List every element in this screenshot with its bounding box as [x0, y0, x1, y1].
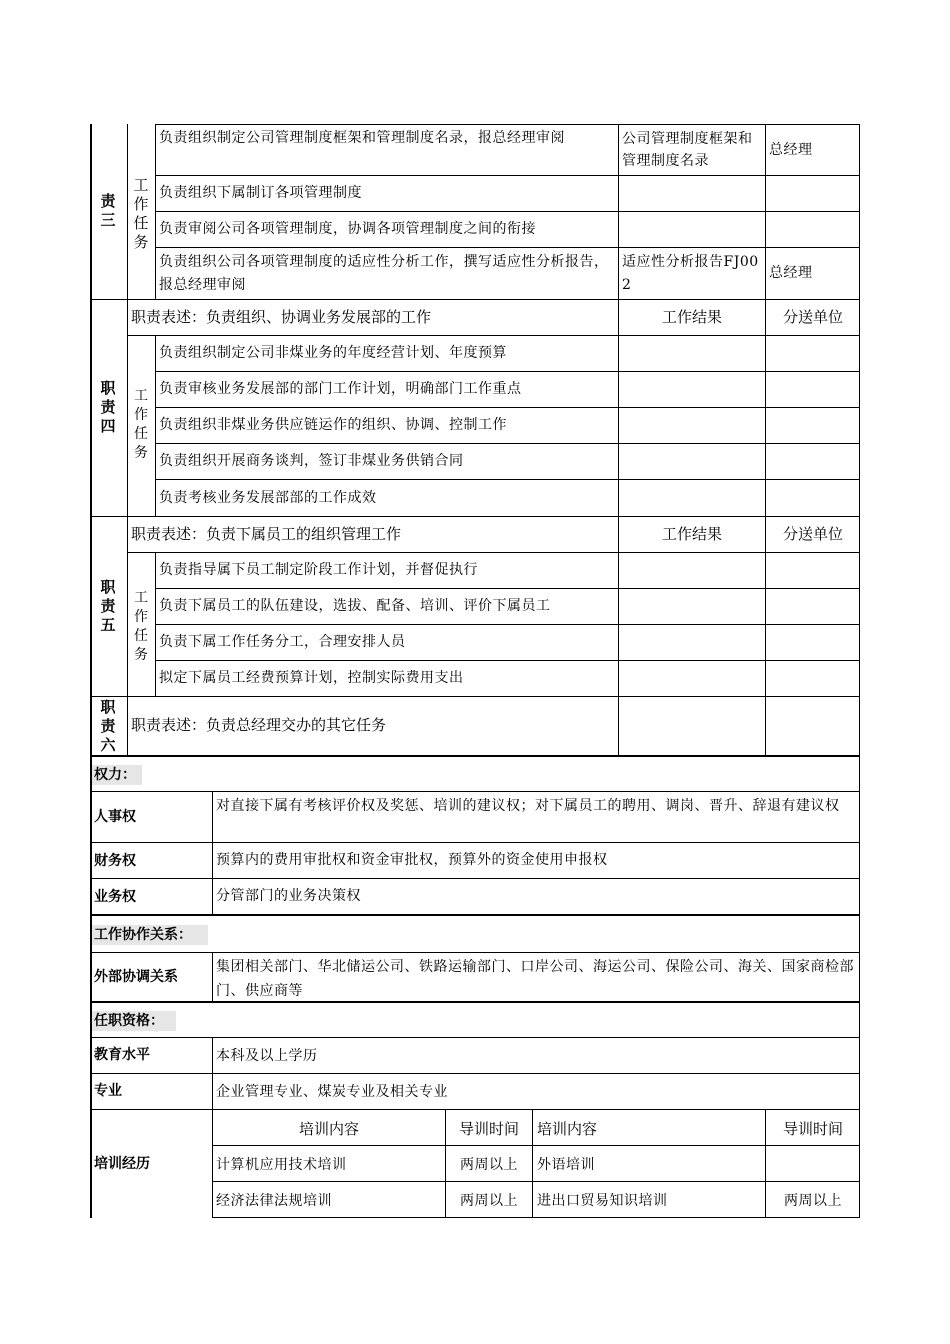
- cooperation-external-value: 集团相关部门、华北储运公司、铁路运输部门、口岸公司、海运公司、保险公司、海关、国家商检部门、供应商等: [216, 959, 854, 999]
- duty6-label: 职责六: [100, 698, 116, 754]
- education-value: 本科及以上学历: [216, 1048, 318, 1064]
- duty3-task-3: 负责审阅公司各项管理制度，协调各项管理制度之间的衔接: [159, 221, 536, 237]
- duty4-task-4: 负责组织开展商务谈判，签订非煤业务供销合同: [159, 453, 464, 469]
- duty5-task-3: 负责下属工作任务分工，合理安排人员: [159, 634, 406, 650]
- duty5-task-label: 工作任务: [134, 590, 148, 663]
- authority-personnel-label: 人事权: [94, 809, 136, 825]
- duty3-task-4: 负责组织公司各项管理制度的适应性分析工作，撰写适应性分析报告，报总经理审阅: [159, 254, 609, 293]
- duty4-recipient-header: 分送单位: [782, 308, 843, 326]
- training-row1-content-1: 计算机应用技术培训: [216, 1157, 347, 1173]
- training-row2-content-2: 进出口贸易知识培训: [537, 1193, 668, 1209]
- duty3-recipient-4: 总经理: [769, 265, 813, 281]
- duty5-recipient-header: 分送单位: [782, 525, 843, 543]
- duty5-task-1: 负责指导属下员工制定阶段工作计划，并督促执行: [159, 562, 478, 578]
- training-row2-time-2: 两周以上: [784, 1193, 842, 1209]
- duty3-recipient-1: 总经理: [769, 142, 813, 158]
- training-label: 培训经历: [94, 1156, 150, 1172]
- authority-finance-label: 财务权: [94, 853, 136, 869]
- authority-finance-value: 预算内的费用审批权和资金审批权，预算外的资金使用申报权: [216, 852, 608, 868]
- duty4-task-label: 工作任务: [134, 388, 148, 461]
- training-row1-time-1: 两周以上: [460, 1157, 518, 1173]
- training-row1-content-2: 外语培训: [537, 1157, 595, 1173]
- major-label: 专业: [94, 1083, 122, 1099]
- duty4-task-5: 负责考核业务发展部部的工作成效: [159, 490, 377, 506]
- qualification-title: 任职资格：: [94, 1013, 164, 1029]
- duty5-label: 职责五: [100, 578, 116, 634]
- duty5-task-4: 拟定下属员工经费预算计划，控制实际费用支出: [159, 670, 464, 686]
- cooperation-external-label: 外部协调关系: [94, 969, 178, 985]
- authority-business-label: 业务权: [94, 889, 136, 905]
- authority-title: 权力：: [94, 767, 136, 783]
- major-value: 企业管理专业、煤炭专业及相关专业: [216, 1084, 448, 1100]
- training-header-time-2: 导训时间: [782, 1120, 843, 1138]
- duty4-task-2: 负责审核业务发展部的部门工作计划，明确部门工作重点: [159, 381, 522, 397]
- training-row2-content-1: 经济法律法规培训: [216, 1193, 332, 1209]
- duty3-task-2: 负责组织下属制订各项管理制度: [159, 185, 362, 201]
- duty3-result-1: 公司管理制度框架和管理制度名录: [622, 131, 753, 169]
- duty5-task-2: 负责下属员工的队伍建设，选拔、配备、培训、评价下属员工: [159, 598, 551, 614]
- duty6-statement: 职责表述：负责总经理交办的其它任务: [131, 716, 387, 734]
- training-header-time-1: 导训时间: [458, 1120, 519, 1138]
- duty4-result-header: 工作结果: [661, 308, 722, 326]
- duty3-task-label: 工作任务: [133, 176, 149, 251]
- duty4-statement: 职责表述：负责组织、协调业务发展部的工作: [131, 308, 432, 326]
- education-label: 教育水平: [94, 1047, 150, 1063]
- training-header-content-1: 培训内容: [298, 1120, 359, 1138]
- duty3-task-1: 负责组织制定公司管理制度框架和管理制度名录，报总经理审阅: [159, 130, 565, 146]
- duty4-task-3: 负责组织非煤业务供应链运作的组织、协调、控制工作: [159, 417, 507, 433]
- duty5-result-header: 工作结果: [661, 525, 722, 543]
- training-row2-time-1: 两周以上: [460, 1193, 518, 1209]
- duty3-label: 责三: [100, 192, 116, 229]
- duty4-label: 职责四: [100, 379, 116, 435]
- authority-business-value: 分管部门的业务决策权: [216, 888, 361, 904]
- duty3-result-4: 适应性分析报告FJ002: [622, 254, 759, 293]
- training-header-content-2: 培训内容: [537, 1120, 598, 1138]
- duty4-task-1: 负责组织制定公司非煤业务的年度经营计划、年度预算: [159, 345, 507, 361]
- duty5-statement: 职责表述：负责下属员工的组织管理工作: [131, 525, 402, 543]
- authority-personnel-value: 对直接下属有考核评价权及奖惩、培训的建议权；对下属员工的聘用、调岗、晋升、辞退有建议权: [216, 798, 840, 814]
- cooperation-title: 工作协作关系：: [94, 927, 192, 943]
